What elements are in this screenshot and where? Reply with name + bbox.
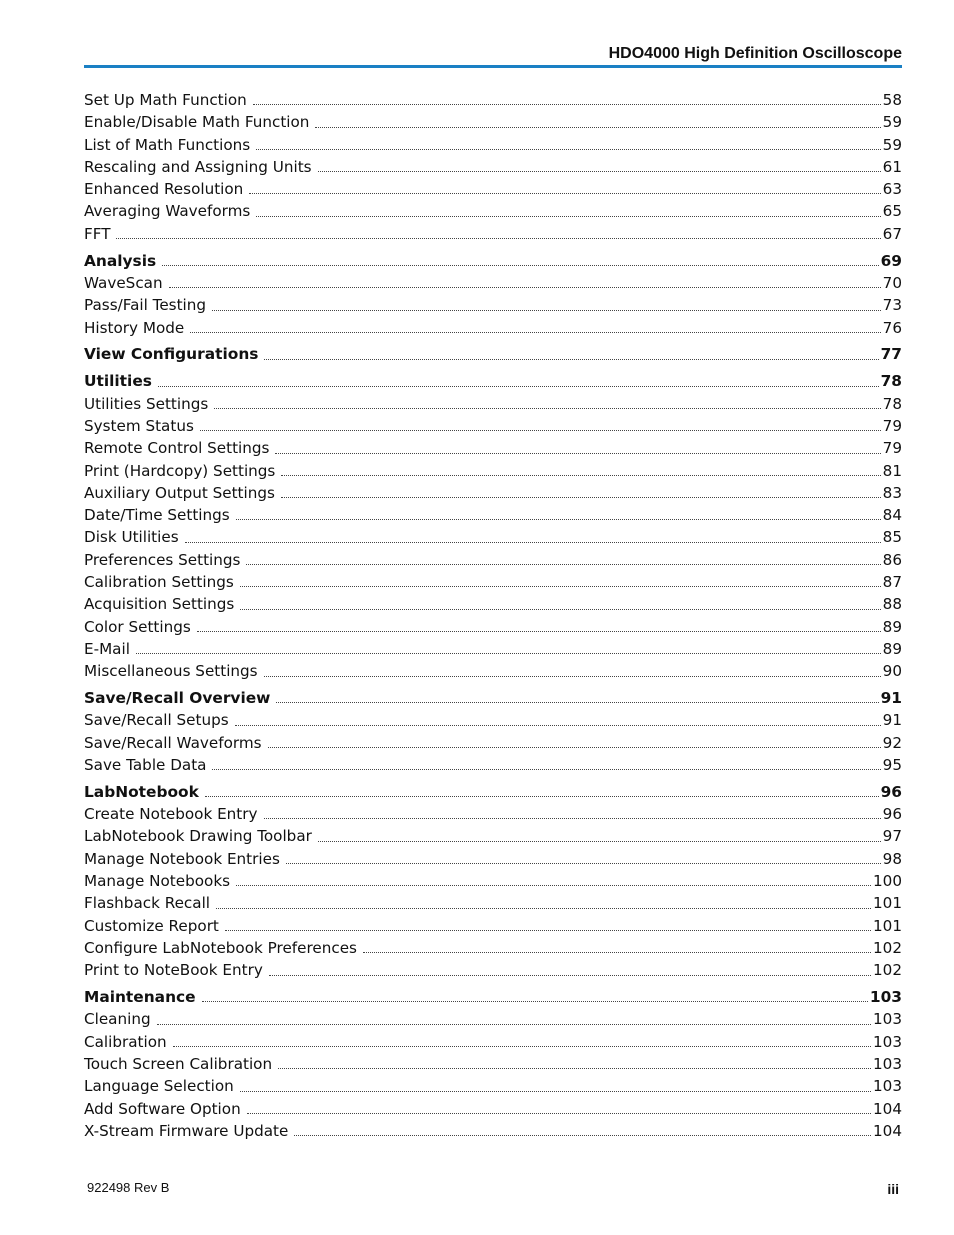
toc-entry-label: Language Selection bbox=[84, 1077, 234, 1096]
toc-entry[interactable] bbox=[84, 317, 902, 339]
toc-entry-page-number: 73 bbox=[882, 296, 902, 315]
dot-leader bbox=[235, 724, 881, 726]
dot-leader bbox=[240, 1090, 871, 1092]
toc-entry-label: Save/Recall Setups bbox=[84, 711, 229, 730]
dot-leader bbox=[158, 385, 879, 387]
toc-entry-page-number: 59 bbox=[882, 113, 902, 132]
dot-leader bbox=[157, 1023, 871, 1025]
dot-leader bbox=[268, 746, 881, 748]
toc-entry[interactable] bbox=[84, 111, 902, 133]
toc-entry[interactable] bbox=[84, 959, 902, 981]
toc-entry-label: Acquisition Settings bbox=[84, 595, 235, 614]
toc-entry[interactable] bbox=[84, 1031, 902, 1053]
toc-entry[interactable] bbox=[84, 1075, 902, 1097]
dot-leader bbox=[249, 192, 880, 194]
toc-entry-label: Date/Time Settings bbox=[84, 506, 230, 525]
toc-entry-label: Flashback Recall bbox=[84, 894, 211, 913]
toc-entry-label: History Mode bbox=[84, 318, 185, 337]
toc-entry-page-number: 76 bbox=[882, 318, 902, 337]
dot-leader bbox=[247, 1112, 871, 1114]
toc-entry-label: View Configurations bbox=[84, 345, 259, 364]
toc-entry-label: Print (Hardcopy) Settings bbox=[84, 461, 276, 480]
toc-entry-page-number: 95 bbox=[882, 755, 902, 774]
toc-entry[interactable] bbox=[84, 638, 902, 660]
toc-entry[interactable] bbox=[84, 616, 902, 638]
toc-entry[interactable] bbox=[84, 915, 902, 937]
toc-entry-label: Enable/Disable Math Function bbox=[84, 113, 310, 132]
dot-leader bbox=[318, 170, 881, 172]
dot-leader bbox=[200, 429, 881, 431]
toc-entry-page-number: 103 bbox=[873, 1010, 902, 1029]
toc-entry-label: Save/Recall Overview bbox=[84, 689, 271, 708]
toc-entry-page-number: 79 bbox=[882, 416, 902, 435]
toc-entry-page-number: 103 bbox=[873, 1055, 902, 1074]
toc-entry-page-number: 78 bbox=[882, 394, 902, 413]
dot-leader bbox=[197, 630, 881, 632]
toc-entry[interactable] bbox=[84, 1053, 902, 1075]
toc-entry[interactable] bbox=[84, 1008, 902, 1030]
dot-leader bbox=[256, 148, 880, 150]
toc-entry-label: Set Up Math Function bbox=[84, 91, 247, 109]
toc-entry[interactable] bbox=[84, 223, 902, 245]
toc-entry-label: Touch Screen Calibration bbox=[84, 1055, 273, 1074]
toc-entry-page-number: 89 bbox=[882, 639, 902, 658]
dot-leader bbox=[185, 541, 881, 543]
toc-entry-label: X-Stream Firmware Update bbox=[84, 1121, 289, 1140]
page-header-title: HDO4000 High Definition Oscilloscope bbox=[608, 45, 902, 62]
toc-entry-label: Customize Report bbox=[84, 916, 219, 935]
toc-entry-label: List of Math Functions bbox=[84, 135, 251, 154]
toc-entry-page-number: 103 bbox=[869, 988, 902, 1007]
toc-entry-label: Print to NoteBook Entry bbox=[84, 961, 263, 980]
toc-entry-page-number: 59 bbox=[882, 135, 902, 154]
toc-entry-label: Miscellaneous Settings bbox=[84, 662, 258, 681]
dot-leader bbox=[264, 675, 881, 677]
toc-section-entry[interactable] bbox=[84, 343, 902, 365]
toc-entry-page-number: 96 bbox=[882, 805, 902, 824]
toc-entry-label: Manage Notebooks bbox=[84, 872, 231, 891]
dot-leader bbox=[136, 652, 881, 654]
toc-entry-page-number: 67 bbox=[882, 224, 902, 243]
toc-entry[interactable] bbox=[84, 892, 902, 914]
toc-entry-label: Analysis bbox=[84, 251, 157, 270]
dot-leader bbox=[246, 563, 880, 565]
dot-leader bbox=[236, 518, 881, 520]
dot-leader bbox=[264, 817, 881, 819]
toc-entry-label: Maintenance bbox=[84, 988, 196, 1007]
toc-entry-page-number: 100 bbox=[873, 872, 902, 891]
toc-entry[interactable] bbox=[84, 660, 902, 682]
toc-entry-label: E-Mail bbox=[84, 639, 130, 658]
toc-entry-page-number: 101 bbox=[873, 894, 902, 913]
toc-entry-page-number: 90 bbox=[882, 662, 902, 681]
dot-leader bbox=[169, 286, 881, 288]
dot-leader bbox=[264, 358, 878, 360]
toc-entry[interactable] bbox=[84, 156, 902, 178]
dot-leader bbox=[162, 264, 878, 266]
dot-leader bbox=[212, 768, 880, 770]
dot-leader bbox=[116, 237, 880, 239]
toc-entry-label: LabNotebook Drawing Toolbar bbox=[84, 827, 312, 846]
toc-entry[interactable] bbox=[84, 415, 902, 437]
toc-entry[interactable] bbox=[84, 848, 902, 870]
toc-entry[interactable] bbox=[84, 178, 902, 200]
toc-entry-label: FFT bbox=[84, 224, 111, 243]
dot-leader bbox=[294, 1134, 871, 1136]
toc-entry-label: Save/Recall Waveforms bbox=[84, 733, 262, 752]
dot-leader bbox=[236, 884, 871, 886]
table-of-contents bbox=[84, 89, 902, 1142]
toc-entry[interactable] bbox=[84, 754, 902, 776]
toc-entry-page-number: 78 bbox=[880, 372, 902, 391]
toc-entry-label: Save Table Data bbox=[84, 755, 207, 774]
toc-entry[interactable] bbox=[84, 732, 902, 754]
toc-entry-label: Configure LabNotebook Preferences bbox=[84, 938, 357, 957]
toc-entry-page-number: 81 bbox=[882, 461, 902, 480]
toc-entry[interactable] bbox=[84, 460, 902, 482]
toc-section-entry[interactable] bbox=[84, 687, 902, 709]
toc-entry-label: Create Notebook Entry bbox=[84, 805, 258, 824]
toc-entry-page-number: 104 bbox=[873, 1099, 902, 1118]
toc-entry-label: Color Settings bbox=[84, 617, 191, 636]
toc-entry[interactable] bbox=[84, 549, 902, 571]
header-rule bbox=[84, 65, 902, 68]
toc-entry-page-number: 84 bbox=[882, 506, 902, 525]
dot-leader bbox=[281, 496, 881, 498]
toc-entry-label: Remote Control Settings bbox=[84, 439, 270, 458]
toc-entry-page-number: 83 bbox=[882, 483, 902, 502]
toc-section-entry[interactable] bbox=[84, 781, 902, 803]
toc-entry-label: Preferences Settings bbox=[84, 550, 241, 569]
toc-entry[interactable] bbox=[84, 1120, 902, 1142]
dot-leader bbox=[318, 840, 881, 842]
toc-entry[interactable] bbox=[84, 482, 902, 504]
toc-entry[interactable] bbox=[84, 437, 902, 459]
dot-leader bbox=[276, 701, 878, 703]
toc-section-entry[interactable] bbox=[84, 370, 902, 392]
toc-section-entry[interactable] bbox=[84, 986, 902, 1008]
toc-entry-label: Disk Utilities bbox=[84, 528, 179, 547]
dot-leader bbox=[225, 929, 871, 931]
toc-entry-page-number: 69 bbox=[880, 251, 902, 270]
toc-entry-label: Rescaling and Assigning Units bbox=[84, 157, 312, 176]
toc-entry-page-number: 61 bbox=[882, 157, 902, 176]
dot-leader bbox=[253, 103, 881, 105]
dot-leader bbox=[281, 474, 880, 476]
dot-leader bbox=[363, 951, 871, 953]
toc-entry[interactable] bbox=[84, 803, 902, 825]
toc-entry-page-number: 98 bbox=[882, 849, 902, 868]
dot-leader bbox=[214, 407, 880, 409]
toc-entry-page-number: 89 bbox=[882, 617, 902, 636]
toc-section-entry[interactable] bbox=[84, 250, 902, 272]
toc-entry-page-number: 103 bbox=[873, 1077, 902, 1096]
dot-leader bbox=[212, 309, 881, 311]
dot-leader bbox=[216, 907, 871, 909]
toc-entry-page-number: 102 bbox=[873, 938, 902, 957]
dot-leader bbox=[202, 1000, 868, 1002]
toc-entry-label: Enhanced Resolution bbox=[84, 180, 244, 199]
toc-entry-page-number: 77 bbox=[880, 345, 902, 364]
toc-entry-label: Utilities bbox=[84, 372, 152, 391]
toc-entry[interactable] bbox=[84, 709, 902, 731]
toc-entry-label: System Status bbox=[84, 416, 194, 435]
toc-entry-page-number: 70 bbox=[882, 273, 902, 292]
toc-entry-label: Add Software Option bbox=[84, 1099, 241, 1118]
toc-entry[interactable] bbox=[84, 937, 902, 959]
toc-entry-page-number: 91 bbox=[882, 711, 902, 730]
toc-entry[interactable] bbox=[84, 571, 902, 593]
toc-entry[interactable] bbox=[84, 272, 902, 294]
toc-entry[interactable] bbox=[84, 1098, 902, 1120]
toc-entry-label: Manage Notebook Entries bbox=[84, 849, 280, 868]
toc-entry-page-number: 92 bbox=[882, 733, 902, 752]
toc-entry[interactable] bbox=[84, 504, 902, 526]
toc-entry-page-number: 65 bbox=[882, 202, 902, 221]
dot-leader bbox=[190, 331, 880, 333]
toc-entry-page-number: 88 bbox=[882, 595, 902, 614]
toc-entry-page-number: 96 bbox=[880, 782, 902, 801]
toc-entry-page-number: 91 bbox=[880, 689, 902, 708]
toc-entry-label: LabNotebook bbox=[84, 782, 199, 801]
toc-entry[interactable] bbox=[84, 200, 902, 222]
toc-entry-page-number: 104 bbox=[873, 1121, 902, 1140]
toc-entry-label: Averaging Waveforms bbox=[84, 202, 251, 221]
dot-leader bbox=[173, 1045, 871, 1047]
toc-entry-label: Auxiliary Output Settings bbox=[84, 483, 275, 502]
toc-entry-page-number: 102 bbox=[873, 961, 902, 980]
toc-entry-label: WaveScan bbox=[84, 273, 163, 292]
dot-leader bbox=[315, 126, 880, 128]
toc-entry[interactable] bbox=[84, 294, 902, 316]
footer-page-number: iii bbox=[887, 1181, 899, 1197]
toc-entry-page-number: 86 bbox=[882, 550, 902, 569]
toc-entry[interactable] bbox=[84, 89, 902, 111]
dot-leader bbox=[240, 608, 880, 610]
dot-leader bbox=[240, 585, 881, 587]
toc-entry[interactable] bbox=[84, 526, 902, 548]
toc-entry[interactable] bbox=[84, 593, 902, 615]
dot-leader bbox=[256, 215, 880, 217]
toc-entry-page-number: 103 bbox=[873, 1032, 902, 1051]
toc-entry-page-number: 79 bbox=[882, 439, 902, 458]
toc-entry-page-number: 87 bbox=[882, 573, 902, 592]
toc-entry[interactable] bbox=[84, 134, 902, 156]
dot-leader bbox=[205, 795, 879, 797]
toc-entry-page-number: 97 bbox=[882, 827, 902, 846]
toc-entry[interactable] bbox=[84, 870, 902, 892]
dot-leader bbox=[278, 1067, 871, 1069]
toc-entry-label: Pass/Fail Testing bbox=[84, 296, 207, 315]
toc-entry-page-number: 58 bbox=[882, 91, 902, 109]
dot-leader bbox=[269, 974, 871, 976]
toc-entry-label: Utilities Settings bbox=[84, 394, 209, 413]
toc-entry-page-number: 85 bbox=[882, 528, 902, 547]
toc-entry-page-number: 101 bbox=[873, 916, 902, 935]
toc-entry[interactable] bbox=[84, 393, 902, 415]
dot-leader bbox=[275, 452, 880, 454]
toc-entry-label: Calibration bbox=[84, 1032, 167, 1051]
toc-entry[interactable] bbox=[84, 825, 902, 847]
dot-leader bbox=[286, 862, 881, 864]
toc-entry-page-number: 63 bbox=[882, 180, 902, 199]
toc-entry-label: Cleaning bbox=[84, 1010, 151, 1029]
toc-entry-label: Calibration Settings bbox=[84, 573, 234, 592]
footer-document-number: 922498 Rev B bbox=[87, 1180, 170, 1195]
